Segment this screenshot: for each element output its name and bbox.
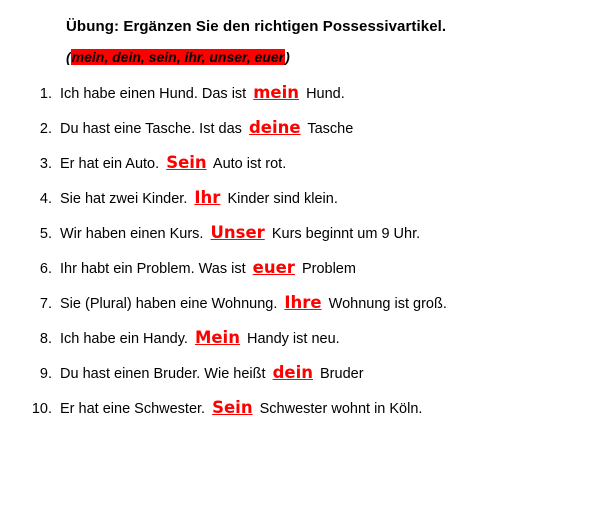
sentence-after: Bruder: [320, 366, 364, 383]
item-number: 5.: [39, 226, 52, 243]
sentence-before: Du hast einen Bruder. Wie heißt: [60, 366, 266, 383]
sentence-before: Wir haben einen Kurs.: [60, 226, 204, 243]
list-item: [14, 326, 597, 350]
sentence-before: Ihr habt ein Problem. Was ist: [60, 261, 246, 278]
list-item: [14, 151, 597, 175]
item-sentence: [60, 116, 597, 140]
item-sentence: [60, 326, 597, 350]
list-item: [14, 186, 597, 210]
item-number: 1.: [39, 86, 52, 102]
list-item: [14, 396, 597, 420]
list-item: [14, 116, 597, 140]
item-sentence: [60, 186, 597, 210]
item-sentence: [60, 221, 597, 245]
item-number: 2.: [39, 121, 52, 138]
answer-blank[interactable]: mein: [253, 83, 300, 102]
sentence-before: Er hat eine Schwester.: [60, 401, 206, 418]
hint-close-paren: ): [285, 49, 290, 65]
item-sentence: [60, 291, 597, 315]
item-number: 3.: [39, 156, 52, 173]
answer-blank[interactable]: Ihr: [194, 188, 221, 208]
list-item: [14, 221, 597, 245]
sentence-after: Wohnung ist groß.: [328, 296, 447, 313]
item-number: 10.: [31, 401, 52, 418]
sentence-before: Sie hat zwei Kinder.: [60, 191, 188, 208]
sentence-after: Kinder sind klein.: [227, 191, 338, 208]
hint-line: [66, 49, 597, 65]
hint-highlighted-words: mein, dein, sein, ihr, unser, euer: [71, 49, 285, 65]
answer-blank[interactable]: Sein: [166, 153, 207, 173]
sentence-after: Problem: [301, 261, 356, 278]
answer-blank[interactable]: euer: [252, 258, 295, 278]
item-number: 6.: [39, 261, 52, 278]
list-item: [14, 81, 597, 105]
answer-blank[interactable]: Ihre: [284, 293, 322, 313]
item-number: 8.: [39, 331, 52, 348]
list-item: [14, 291, 597, 315]
item-sentence: [60, 256, 597, 280]
sentence-after: Kurs beginnt um 9 Uhr.: [271, 226, 421, 243]
sentence-before: Ich habe ein Handy.: [60, 331, 188, 348]
answer-blank[interactable]: deine: [248, 118, 301, 138]
item-sentence: [60, 361, 597, 385]
hint-open-paren: (: [66, 49, 71, 65]
sentence-after: Schwester wohnt in Köln.: [259, 401, 423, 418]
item-number: 4.: [39, 191, 52, 208]
answer-blank[interactable]: Sein: [212, 398, 253, 418]
item-sentence: [60, 151, 597, 175]
sentence-before: Er hat ein Auto.: [60, 156, 160, 173]
item-sentence: [60, 81, 597, 105]
answer-blank[interactable]: Unser: [210, 223, 265, 243]
exercise-list: [14, 81, 597, 420]
sentence-after: Hund.: [306, 86, 345, 102]
item-sentence: [60, 396, 597, 420]
sentence-before: Sie (Plural) haben eine Wohnung.: [60, 296, 278, 313]
sentence-after: Tasche: [307, 121, 354, 138]
answer-blank[interactable]: Mein: [194, 328, 240, 348]
item-number: 9.: [39, 366, 52, 383]
sentence-before: Du hast eine Tasche. Ist das: [60, 121, 242, 138]
page-title: Übung: Ergänzen Sie den richtigen Possessivartikel.: [66, 18, 447, 35]
list-item: [14, 256, 597, 280]
answer-blank[interactable]: dein: [272, 363, 313, 383]
sentence-before: Ich habe einen Hund. Das ist: [60, 86, 247, 102]
item-number: 7.: [39, 296, 52, 313]
sentence-after: Auto ist rot.: [212, 156, 287, 173]
list-item: [14, 361, 597, 385]
sentence-after: Handy ist neu.: [246, 331, 340, 348]
